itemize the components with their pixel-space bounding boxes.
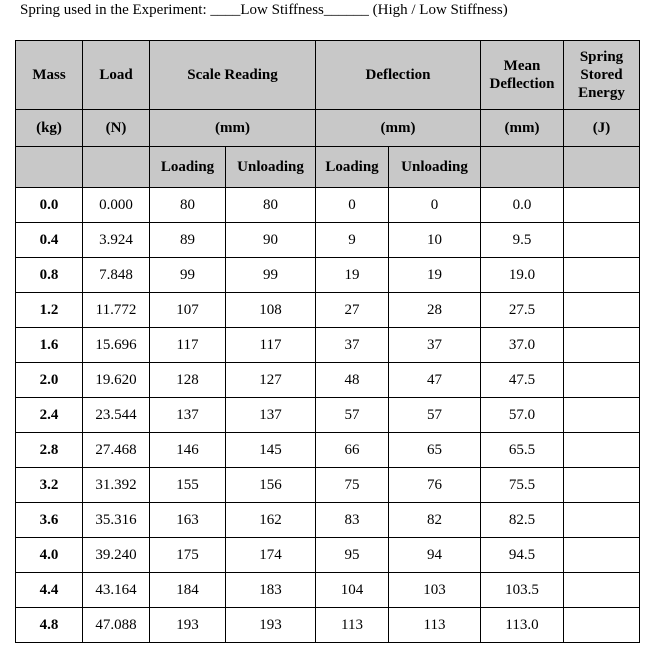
cell-scale-unloading: 99 bbox=[226, 258, 316, 293]
cell-load: 7.848 bbox=[83, 258, 150, 293]
cell-deflection-loading: 9 bbox=[316, 223, 389, 258]
subheader-defl-unloading: Unloading bbox=[389, 147, 481, 188]
cell-spring-energy bbox=[564, 188, 640, 223]
cell-deflection-unloading: 47 bbox=[389, 363, 481, 398]
cell-deflection-unloading: 37 bbox=[389, 328, 481, 363]
cell-scale-unloading: 193 bbox=[226, 608, 316, 643]
cell-scale-unloading: 137 bbox=[226, 398, 316, 433]
cell-deflection-loading: 104 bbox=[316, 573, 389, 608]
cell-load: 27.468 bbox=[83, 433, 150, 468]
cell-scale-unloading: 174 bbox=[226, 538, 316, 573]
table-row bbox=[16, 608, 640, 643]
cell-spring-energy bbox=[564, 328, 640, 363]
cell-load: 35.316 bbox=[83, 503, 150, 538]
cell-deflection-unloading: 19 bbox=[389, 258, 481, 293]
cell-load: 43.164 bbox=[83, 573, 150, 608]
cell-scale-unloading: 90 bbox=[226, 223, 316, 258]
header-mean-deflection bbox=[481, 41, 564, 110]
cell-mass: 2.4 bbox=[16, 398, 83, 433]
cell-deflection-unloading: 113 bbox=[389, 608, 481, 643]
cell-scale-loading: 128 bbox=[150, 363, 226, 398]
cell-mass: 1.6 bbox=[16, 328, 83, 363]
header-spring-energy bbox=[564, 41, 640, 110]
table-row bbox=[16, 573, 640, 608]
cell-mass: 3.2 bbox=[16, 468, 83, 503]
caption-prefix: Spring used in the Experiment: ____ bbox=[20, 2, 241, 18]
cell-scale-loading: 146 bbox=[150, 433, 226, 468]
cell-spring-energy bbox=[564, 538, 640, 573]
cell-load: 11.772 bbox=[83, 293, 150, 328]
cell-deflection-unloading: 94 bbox=[389, 538, 481, 573]
cell-mean-deflection: 47.5 bbox=[481, 363, 564, 398]
cell-mass: 0.8 bbox=[16, 258, 83, 293]
cell-deflection-loading: 0 bbox=[316, 188, 389, 223]
cell-mean-deflection: 19.0 bbox=[481, 258, 564, 293]
unit-deflection: (mm) bbox=[316, 110, 481, 147]
cell-scale-loading: 89 bbox=[150, 223, 226, 258]
unit-mean-deflection: (mm) bbox=[481, 110, 564, 147]
header-deflection: Deflection bbox=[316, 41, 481, 110]
cell-mass: 0.4 bbox=[16, 223, 83, 258]
cell-spring-energy bbox=[564, 293, 640, 328]
cell-mean-deflection: 0.0 bbox=[481, 188, 564, 223]
cell-scale-loading: 175 bbox=[150, 538, 226, 573]
cell-spring-energy bbox=[564, 258, 640, 293]
cell-deflection-loading: 27 bbox=[316, 293, 389, 328]
cell-scale-loading: 184 bbox=[150, 573, 226, 608]
subheader-scale-unloading: Unloading bbox=[226, 147, 316, 188]
cell-load: 15.696 bbox=[83, 328, 150, 363]
table-row bbox=[16, 538, 640, 573]
cell-scale-loading: 99 bbox=[150, 258, 226, 293]
cell-spring-energy bbox=[564, 468, 640, 503]
cell-scale-loading: 117 bbox=[150, 328, 226, 363]
table-row bbox=[16, 223, 640, 258]
header-energy-line2: Stored bbox=[580, 67, 623, 83]
cell-deflection-loading: 95 bbox=[316, 538, 389, 573]
caption-value: Low Stiffness bbox=[240, 2, 324, 18]
cell-load: 47.088 bbox=[83, 608, 150, 643]
cell-scale-loading: 193 bbox=[150, 608, 226, 643]
spring-data-table bbox=[15, 40, 640, 643]
cell-deflection-unloading: 0 bbox=[389, 188, 481, 223]
cell-mass: 2.0 bbox=[16, 363, 83, 398]
cell-scale-unloading: 117 bbox=[226, 328, 316, 363]
cell-deflection-loading: 83 bbox=[316, 503, 389, 538]
unit-scale-reading: (mm) bbox=[150, 110, 316, 147]
cell-deflection-loading: 48 bbox=[316, 363, 389, 398]
cell-scale-unloading: 162 bbox=[226, 503, 316, 538]
table-row bbox=[16, 188, 640, 223]
cell-scale-unloading: 80 bbox=[226, 188, 316, 223]
cell-scale-unloading: 108 bbox=[226, 293, 316, 328]
cell-spring-energy bbox=[564, 223, 640, 258]
cell-mean-deflection: 27.5 bbox=[481, 293, 564, 328]
table-row bbox=[16, 503, 640, 538]
cell-deflection-loading: 113 bbox=[316, 608, 389, 643]
header-mass: Mass bbox=[16, 41, 83, 110]
header-load: Load bbox=[83, 41, 150, 110]
cell-deflection-unloading: 76 bbox=[389, 468, 481, 503]
subheader-blank-load bbox=[83, 147, 150, 188]
units-row bbox=[16, 110, 640, 147]
cell-deflection-unloading: 10 bbox=[389, 223, 481, 258]
subheader-scale-loading: Loading bbox=[150, 147, 226, 188]
cell-deflection-unloading: 65 bbox=[389, 433, 481, 468]
header-scale-reading: Scale Reading bbox=[150, 41, 316, 110]
cell-mass: 3.6 bbox=[16, 503, 83, 538]
cell-scale-unloading: 183 bbox=[226, 573, 316, 608]
cell-scale-loading: 137 bbox=[150, 398, 226, 433]
header-energy-line3: Energy bbox=[578, 85, 625, 101]
cell-deflection-unloading: 28 bbox=[389, 293, 481, 328]
cell-mean-deflection: 65.5 bbox=[481, 433, 564, 468]
cell-mass: 1.2 bbox=[16, 293, 83, 328]
cell-load: 23.544 bbox=[83, 398, 150, 433]
cell-load: 0.000 bbox=[83, 188, 150, 223]
cell-mean-deflection: 37.0 bbox=[481, 328, 564, 363]
table-row bbox=[16, 398, 640, 433]
cell-deflection-unloading: 82 bbox=[389, 503, 481, 538]
cell-scale-loading: 163 bbox=[150, 503, 226, 538]
unit-load: (N) bbox=[83, 110, 150, 147]
cell-deflection-unloading: 57 bbox=[389, 398, 481, 433]
cell-scale-loading: 80 bbox=[150, 188, 226, 223]
cell-spring-energy bbox=[564, 433, 640, 468]
cell-spring-energy bbox=[564, 398, 640, 433]
cell-spring-energy bbox=[564, 573, 640, 608]
cell-load: 19.620 bbox=[83, 363, 150, 398]
cell-mass: 2.8 bbox=[16, 433, 83, 468]
cell-mass: 4.0 bbox=[16, 538, 83, 573]
table-row bbox=[16, 363, 640, 398]
subheader-defl-loading: Loading bbox=[316, 147, 389, 188]
cell-mean-deflection: 82.5 bbox=[481, 503, 564, 538]
cell-mean-deflection: 9.5 bbox=[481, 223, 564, 258]
table-row bbox=[16, 293, 640, 328]
subheader-blank-mean bbox=[481, 147, 564, 188]
header-mean-line2: Deflection bbox=[489, 76, 555, 92]
table-row bbox=[16, 328, 640, 363]
spring-caption bbox=[20, 1, 508, 19]
cell-scale-loading: 155 bbox=[150, 468, 226, 503]
cell-deflection-unloading: 103 bbox=[389, 573, 481, 608]
header-energy-line1: Spring bbox=[579, 49, 624, 65]
subheader-blank-mass bbox=[16, 147, 83, 188]
cell-load: 31.392 bbox=[83, 468, 150, 503]
cell-mass: 0.0 bbox=[16, 188, 83, 223]
cell-spring-energy bbox=[564, 608, 640, 643]
table-row bbox=[16, 433, 640, 468]
cell-deflection-loading: 57 bbox=[316, 398, 389, 433]
cell-deflection-loading: 75 bbox=[316, 468, 389, 503]
cell-scale-unloading: 145 bbox=[226, 433, 316, 468]
cell-deflection-loading: 66 bbox=[316, 433, 389, 468]
cell-mean-deflection: 75.5 bbox=[481, 468, 564, 503]
unit-mass: (kg) bbox=[16, 110, 83, 147]
cell-load: 3.924 bbox=[83, 223, 150, 258]
table-row bbox=[16, 468, 640, 503]
cell-scale-unloading: 127 bbox=[226, 363, 316, 398]
caption-suffix: ______ (High / Low Stiffness) bbox=[323, 2, 508, 18]
cell-mean-deflection: 113.0 bbox=[481, 608, 564, 643]
cell-deflection-loading: 37 bbox=[316, 328, 389, 363]
subheader-blank-energy bbox=[564, 147, 640, 188]
cell-mass: 4.4 bbox=[16, 573, 83, 608]
subheader-row bbox=[16, 147, 640, 188]
cell-spring-energy bbox=[564, 363, 640, 398]
table-row bbox=[16, 258, 640, 293]
cell-scale-unloading: 156 bbox=[226, 468, 316, 503]
cell-spring-energy bbox=[564, 503, 640, 538]
cell-deflection-loading: 19 bbox=[316, 258, 389, 293]
cell-scale-loading: 107 bbox=[150, 293, 226, 328]
cell-mean-deflection: 57.0 bbox=[481, 398, 564, 433]
unit-energy: (J) bbox=[564, 110, 640, 147]
cell-mean-deflection: 94.5 bbox=[481, 538, 564, 573]
cell-load: 39.240 bbox=[83, 538, 150, 573]
cell-mass: 4.8 bbox=[16, 608, 83, 643]
header-mean-line1: Mean bbox=[503, 58, 541, 74]
header-row bbox=[16, 41, 640, 110]
cell-mean-deflection: 103.5 bbox=[481, 573, 564, 608]
